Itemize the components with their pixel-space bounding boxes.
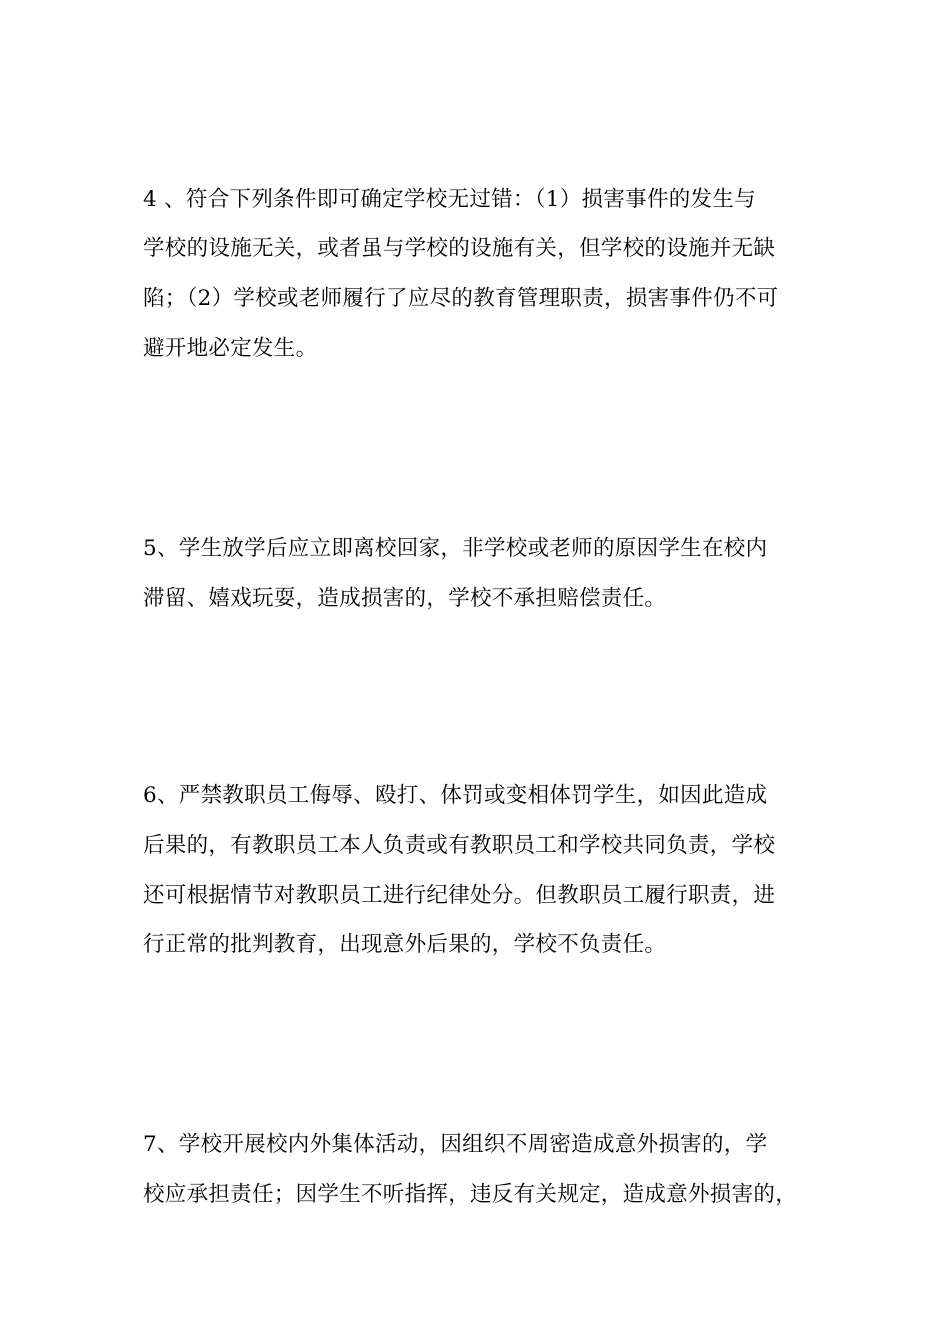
- paragraph-line: 后果的，有教职员工本人负责或有教职员工和学校共同负责，学校: [143, 833, 776, 858]
- paragraph-line: 避开地必定发生。: [143, 336, 318, 361]
- paragraph-line: 6、严禁教职员工侮辱、殴打、体罚或变相体罚学生，如因此造成: [143, 783, 768, 808]
- paragraph-line: 行正常的批判教育，出现意外后果的，学校不负责任。: [143, 932, 667, 957]
- paragraph-line: 还可根据情节对教职员工进行纪律处分。但教职员工履行职责，进: [143, 883, 776, 908]
- paragraph-line: 学校的设施无关，或者虽与学校的设施有关，但学校的设施并无缺: [143, 236, 776, 261]
- paragraph-line: 5、学生放学后应立即离校回家，非学校或老师的原因学生在校内: [143, 536, 768, 561]
- paragraph-line: 滞留、嬉戏玩耍，造成损害的，学校不承担赔偿责任。: [143, 586, 667, 611]
- paragraph-line: 陷；（2）学校或老师履行了应尽的教育管理职责，损害事件仍不可: [143, 286, 779, 311]
- paragraph-line: 4 、符合下列条件即可确定学校无过错：（1）损害事件的发生与: [143, 187, 756, 212]
- paragraph-line: 校应承担责任；因学生不听指挥，违反有关规定，造成意外损害的，: [143, 1182, 798, 1207]
- paragraph-line: 7、学校开展校内外集体活动，因组织不周密造成意外损害的，学: [143, 1132, 768, 1157]
